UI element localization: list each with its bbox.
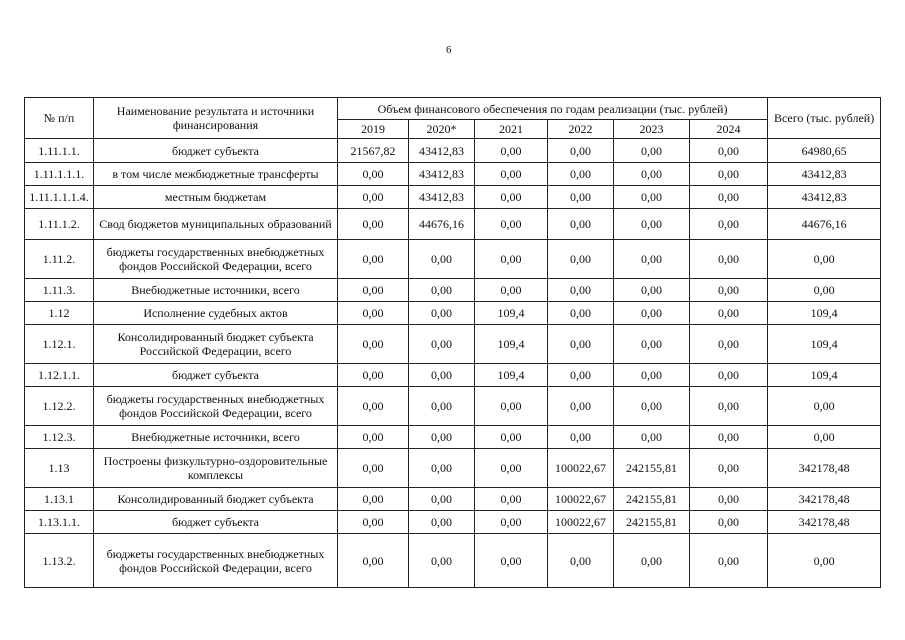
header-year: 2019 [338, 120, 409, 139]
row-value-cell: 0,00 [614, 240, 690, 279]
row-value-cell: 0,00 [475, 488, 548, 511]
row-value-cell: 0,00 [548, 325, 614, 364]
row-value-cell: 0,00 [548, 163, 614, 186]
row-value-cell: 100022,67 [548, 449, 614, 488]
row-value-cell: 0,00 [690, 240, 768, 279]
row-value-cell: 0,00 [338, 163, 409, 186]
row-value-cell: 0,00 [338, 511, 409, 534]
row-value-cell: 100022,67 [548, 488, 614, 511]
row-value-cell: 43412,83 [409, 163, 475, 186]
header-year: 2020* [409, 120, 475, 139]
row-total-cell: 0,00 [768, 534, 881, 588]
row-value-cell: 0,00 [614, 364, 690, 387]
row-value-cell: 0,00 [614, 302, 690, 325]
row-value-cell: 109,4 [475, 325, 548, 364]
table-row [25, 449, 881, 488]
row-name-cell: бюджеты государственных внебюджетных фондов Российской Федерации, всего [94, 534, 338, 588]
table-row [25, 387, 881, 426]
row-total-cell: 44676,16 [768, 209, 881, 240]
table-row [25, 511, 881, 534]
row-value-cell: 0,00 [475, 240, 548, 279]
row-name-cell: Внебюджетные источники, всего [94, 426, 338, 449]
row-value-cell: 0,00 [338, 449, 409, 488]
row-name-cell: Построены физкультурно-оздоровительные комплексы [94, 449, 338, 488]
row-total-cell: 0,00 [768, 240, 881, 279]
row-value-cell: 0,00 [690, 209, 768, 240]
row-name-cell: бюджет субъекта [94, 139, 338, 163]
row-value-cell: 0,00 [614, 387, 690, 426]
row-value-cell: 0,00 [548, 387, 614, 426]
row-value-cell: 0,00 [548, 364, 614, 387]
table-row [25, 209, 881, 240]
row-number-cell: 1.13.1 [25, 488, 94, 511]
row-number-cell: 1.11.1.1. [25, 139, 94, 163]
row-total-cell: 342178,48 [768, 449, 881, 488]
row-value-cell: 43412,83 [409, 139, 475, 163]
row-value-cell: 242155,81 [614, 511, 690, 534]
row-value-cell: 0,00 [409, 240, 475, 279]
row-value-cell: 0,00 [475, 449, 548, 488]
row-number-cell: 1.11.3. [25, 279, 94, 302]
row-name-cell: местным бюджетам [94, 186, 338, 209]
header-number: № п/п [25, 98, 94, 139]
row-name-cell: Консолидированный бюджет субъекта [94, 488, 338, 511]
row-value-cell: 0,00 [690, 426, 768, 449]
row-value-cell: 0,00 [475, 426, 548, 449]
row-value-cell: 0,00 [338, 534, 409, 588]
row-value-cell: 0,00 [338, 325, 409, 364]
row-value-cell: 0,00 [548, 426, 614, 449]
table-body [25, 139, 881, 588]
row-value-cell: 0,00 [475, 139, 548, 163]
row-value-cell: 0,00 [614, 279, 690, 302]
row-number-cell: 1.11.1.2. [25, 209, 94, 240]
row-value-cell: 0,00 [614, 186, 690, 209]
table-row [25, 302, 881, 325]
row-name-cell: в том числе межбюджетные трансферты [94, 163, 338, 186]
row-total-cell: 109,4 [768, 364, 881, 387]
row-value-cell: 0,00 [338, 426, 409, 449]
row-value-cell: 0,00 [338, 364, 409, 387]
row-value-cell: 0,00 [409, 534, 475, 588]
row-value-cell: 0,00 [475, 511, 548, 534]
row-value-cell: 0,00 [690, 534, 768, 588]
row-value-cell: 0,00 [475, 387, 548, 426]
table-row [25, 240, 881, 279]
row-value-cell: 0,00 [409, 449, 475, 488]
row-value-cell: 0,00 [409, 488, 475, 511]
row-total-cell: 0,00 [768, 387, 881, 426]
row-total-cell: 109,4 [768, 325, 881, 364]
row-value-cell: 0,00 [690, 186, 768, 209]
row-value-cell: 242155,81 [614, 449, 690, 488]
row-value-cell: 0,00 [475, 534, 548, 588]
row-value-cell: 0,00 [409, 364, 475, 387]
row-value-cell: 0,00 [338, 186, 409, 209]
row-value-cell: 0,00 [409, 302, 475, 325]
row-value-cell: 0,00 [548, 139, 614, 163]
table-row [25, 534, 881, 588]
financing-table [24, 97, 881, 588]
row-total-cell: 43412,83 [768, 186, 881, 209]
header-year: 2021 [475, 120, 548, 139]
row-value-cell: 0,00 [409, 511, 475, 534]
row-value-cell: 21567,82 [338, 139, 409, 163]
row-value-cell: 0,00 [614, 209, 690, 240]
row-value-cell: 0,00 [338, 387, 409, 426]
row-value-cell: 0,00 [614, 325, 690, 364]
row-name-cell: Консолидированный бюджет субъекта Российской Федерации, всего [94, 325, 338, 364]
table-row [25, 163, 881, 186]
row-name-cell: Внебюджетные источники, всего [94, 279, 338, 302]
table-row [25, 139, 881, 163]
row-number-cell: 1.13.1.1. [25, 511, 94, 534]
row-value-cell: 0,00 [614, 163, 690, 186]
row-value-cell: 109,4 [475, 364, 548, 387]
row-value-cell: 0,00 [338, 240, 409, 279]
row-value-cell: 0,00 [548, 279, 614, 302]
row-name-cell: бюджет субъекта [94, 364, 338, 387]
row-name-cell: бюджеты государственных внебюджетных фондов Российской Федерации, всего [94, 240, 338, 279]
row-value-cell: 0,00 [409, 387, 475, 426]
row-total-cell: 109,4 [768, 302, 881, 325]
header-year: 2023 [614, 120, 690, 139]
row-value-cell: 0,00 [690, 325, 768, 364]
row-number-cell: 1.12.3. [25, 426, 94, 449]
row-number-cell: 1.11.1.1.1. [25, 163, 94, 186]
row-value-cell: 0,00 [690, 364, 768, 387]
row-value-cell: 0,00 [409, 426, 475, 449]
row-value-cell: 0,00 [409, 279, 475, 302]
row-value-cell: 0,00 [690, 449, 768, 488]
table-row [25, 426, 881, 449]
row-name-cell: бюджет субъекта [94, 511, 338, 534]
row-value-cell: 0,00 [690, 279, 768, 302]
row-total-cell: 43412,83 [768, 163, 881, 186]
row-value-cell: 0,00 [338, 279, 409, 302]
row-value-cell: 0,00 [338, 488, 409, 511]
row-value-cell: 0,00 [548, 302, 614, 325]
header-name: Наименование результата и источники финансирования [94, 98, 338, 139]
header-volume: Объем финансового обеспечения по годам реализации (тыс. рублей) [338, 98, 768, 120]
row-value-cell: 43412,83 [409, 186, 475, 209]
row-name-cell: бюджеты государственных внебюджетных фондов Российской Федерации, всего [94, 387, 338, 426]
table-row [25, 186, 881, 209]
row-number-cell: 1.12 [25, 302, 94, 325]
row-value-cell: 0,00 [614, 426, 690, 449]
header-year: 2024 [690, 120, 768, 139]
row-value-cell: 0,00 [690, 488, 768, 511]
row-value-cell: 0,00 [548, 240, 614, 279]
row-total-cell: 0,00 [768, 426, 881, 449]
table-row [25, 364, 881, 387]
header-year: 2022 [548, 120, 614, 139]
row-value-cell: 0,00 [690, 511, 768, 534]
row-number-cell: 1.11.2. [25, 240, 94, 279]
row-value-cell: 0,00 [409, 325, 475, 364]
row-total-cell: 342178,48 [768, 511, 881, 534]
row-value-cell: 100022,67 [548, 511, 614, 534]
row-value-cell: 0,00 [690, 387, 768, 426]
row-value-cell: 0,00 [548, 534, 614, 588]
row-value-cell: 0,00 [690, 139, 768, 163]
row-value-cell: 0,00 [548, 209, 614, 240]
table-row [25, 279, 881, 302]
row-value-cell: 0,00 [690, 163, 768, 186]
row-total-cell: 64980,65 [768, 139, 881, 163]
row-value-cell: 0,00 [338, 209, 409, 240]
row-value-cell: 0,00 [475, 279, 548, 302]
row-number-cell: 1.13.2. [25, 534, 94, 588]
row-value-cell: 0,00 [614, 139, 690, 163]
row-total-cell: 0,00 [768, 279, 881, 302]
row-value-cell: 0,00 [548, 186, 614, 209]
row-number-cell: 1.12.1. [25, 325, 94, 364]
table-row [25, 488, 881, 511]
row-name-cell: Исполнение судебных актов [94, 302, 338, 325]
table-row [25, 325, 881, 364]
row-value-cell: 0,00 [475, 186, 548, 209]
row-number-cell: 1.11.1.1.1.4. [25, 186, 94, 209]
page-number: 6 [446, 44, 452, 56]
row-value-cell: 242155,81 [614, 488, 690, 511]
row-value-cell: 0,00 [614, 534, 690, 588]
row-number-cell: 1.12.1.1. [25, 364, 94, 387]
row-value-cell: 0,00 [475, 163, 548, 186]
row-value-cell: 0,00 [475, 209, 548, 240]
row-value-cell: 44676,16 [409, 209, 475, 240]
row-total-cell: 342178,48 [768, 488, 881, 511]
row-name-cell: Свод бюджетов муниципальных образований [94, 209, 338, 240]
row-value-cell: 0,00 [338, 302, 409, 325]
header-total: Всего (тыс. рублей) [768, 98, 881, 139]
row-number-cell: 1.12.2. [25, 387, 94, 426]
row-number-cell: 1.13 [25, 449, 94, 488]
row-value-cell: 109,4 [475, 302, 548, 325]
row-value-cell: 0,00 [690, 302, 768, 325]
